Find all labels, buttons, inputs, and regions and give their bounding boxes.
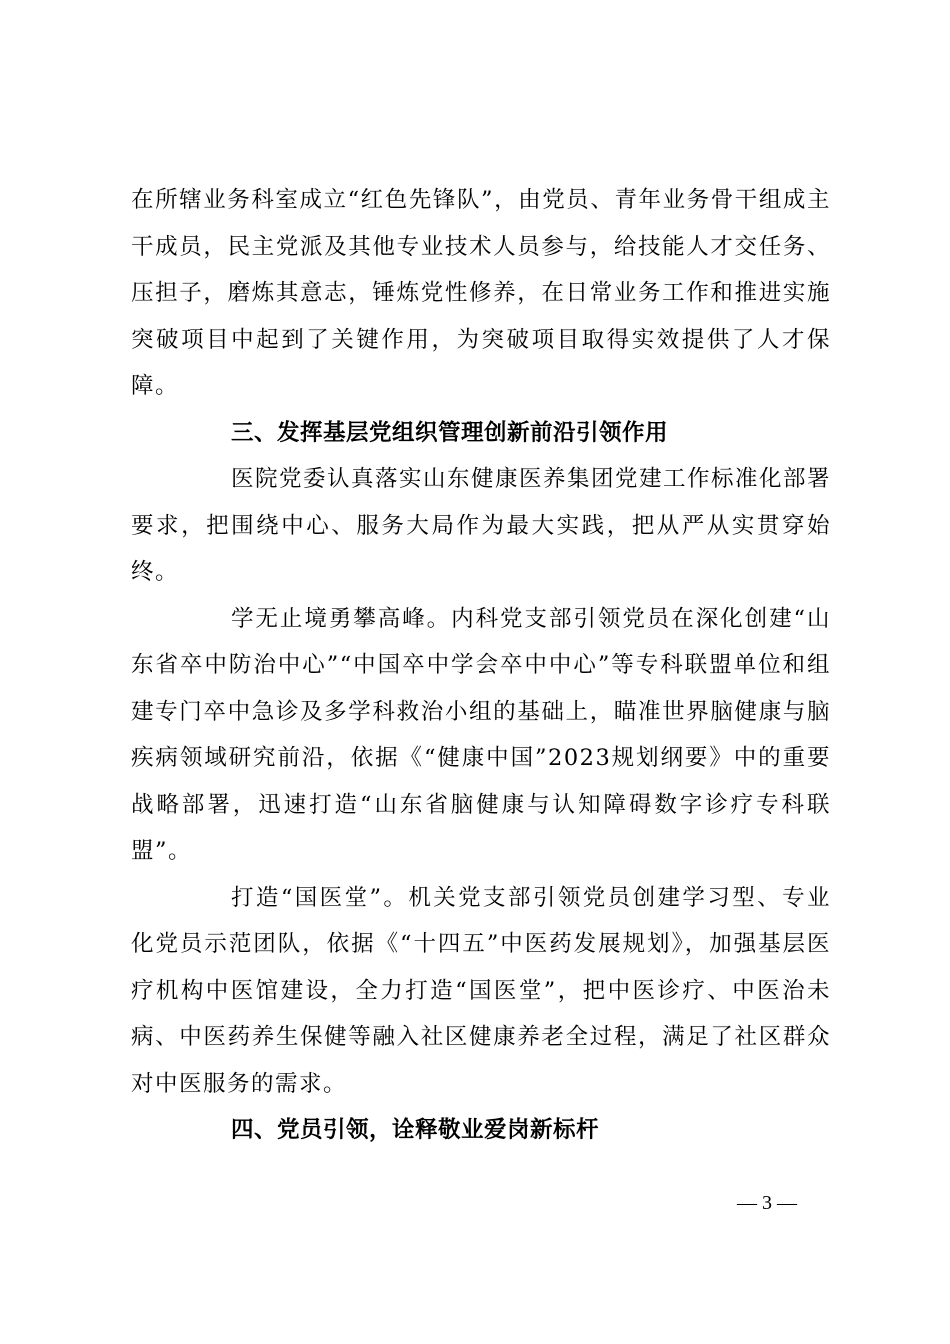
section-heading-three: 三、发挥基层党组织管理创新前沿引领作用 [231, 419, 669, 446]
paragraph-party-committee: 医院党委认真落实山东健康医养集团党建工作标准化部署要求，把围绕中心、服务大局作为最大实践，把从严从实贯穿始终。 [131, 466, 832, 585]
section-heading-four: 四、党员引领，诠释敬业爱岗新标杆 [231, 1117, 600, 1143]
document-page [131, 177, 831, 1154]
paragraph-stroke-center: 学无止境勇攀高峰。内科党支部引领党员在深化创建“山东省卒中防治中心”“中国卒中学会卒中中心”等专科联盟单位和组建专门卒中急诊及多学科救治小组的基础上，瞄准世界脑健康与脑疾病领域研究前沿，依据《“健康中国”2023规划纲要》中的重要战略部署，迅速打造“山东省脑健康与认知障碍数字诊疗专科联盟”。 [131, 605, 831, 864]
page-number: — 3 — [737, 1192, 797, 1214]
paragraph-red-vanguard: 在所辖业务科室成立“红色先锋队”，由党员、青年业务骨干组成主干成员，民主党派及其他专业技术人员参与，给技能人才交任务、压担子，磨炼其意志，锤炼党性修养，在日常业务工作和推进实施突破项目中起到了关键作用，为突破项目取得实效提供了人才保障。 [131, 187, 831, 399]
paragraph-guoyitang: 打造“国医堂”。机关党支部引领党员创建学习型、专业化党员示范团队，依据《“十四五”中医药发展规划》，加强基层医疗机构中医馆建设，全力打造“国医堂”，把中医诊疗、中医治未病、中医药养生保健等融入社区健康养老全过程，满足了社区群众对中医服务的需求。 [131, 884, 831, 1097]
